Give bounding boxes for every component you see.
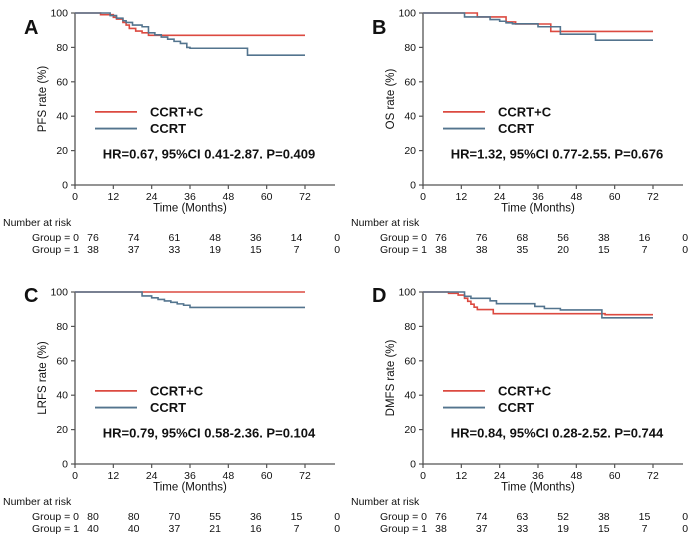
- x-tick-label: 0: [72, 191, 78, 203]
- risk-count: 19: [557, 523, 569, 535]
- risk-count: 76: [435, 232, 447, 244]
- panel-D-svg: [348, 268, 696, 537]
- x-tick-label: 0: [420, 470, 426, 482]
- x-tick-label: 48: [570, 191, 583, 203]
- panel-C-svg: [0, 268, 348, 537]
- x-tick-label: 12: [107, 470, 120, 482]
- risk-count: 74: [475, 511, 488, 523]
- risk-row-label: Group = 0: [380, 511, 427, 523]
- risk-count: 38: [597, 511, 610, 523]
- x-tick-label: 36: [532, 470, 544, 482]
- legend-label-ccrt-plus-c: CCRT+C: [150, 104, 204, 120]
- risk-count: 80: [127, 511, 140, 523]
- y-tick-label: 80: [56, 41, 68, 54]
- risk-count: 40: [87, 523, 99, 535]
- x-tick-label: 12: [455, 470, 468, 482]
- km-curve-ccrt: [423, 13, 653, 40]
- y-tick-label: 20: [56, 424, 68, 437]
- x-tick-label: 0: [72, 470, 78, 482]
- y-tick-label: 20: [56, 145, 68, 158]
- panel-d-dmfs: [348, 268, 696, 537]
- panel-A-svg: [0, 0, 348, 268]
- risk-count: 38: [475, 244, 488, 256]
- legend-label-ccrt: CCRT: [150, 400, 187, 416]
- y-tick-label: 80: [404, 41, 416, 54]
- risk-count: 0: [682, 232, 689, 244]
- panel-label-D: D: [372, 285, 387, 307]
- y-axis-title: PFS rate (%): [37, 65, 49, 133]
- risk-count: 76: [475, 232, 488, 244]
- risk-table-title: Number at risk: [351, 496, 420, 508]
- x-tick-label: 24: [493, 191, 506, 203]
- risk-count: 7: [641, 523, 648, 535]
- x-tick-label: 24: [145, 191, 158, 203]
- x-tick-label: 36: [184, 191, 196, 203]
- risk-count: 0: [334, 244, 341, 256]
- x-tick-label: 72: [299, 191, 311, 203]
- risk-count: 76: [435, 511, 447, 523]
- y-tick-label: 0: [410, 179, 416, 192]
- y-tick-label: 80: [404, 320, 416, 333]
- legend-label-ccrt-plus-c: CCRT+C: [498, 383, 552, 399]
- y-tick-label: 0: [62, 458, 68, 471]
- y-tick-label: 100: [50, 286, 68, 299]
- panel-B-svg: [348, 0, 696, 268]
- hr-annotation: HR=1.32, 95%CI 0.77-2.55. P=0.676: [450, 146, 664, 162]
- y-tick-label: 20: [404, 145, 416, 158]
- risk-count: 38: [435, 244, 447, 256]
- risk-count: 0: [334, 511, 341, 523]
- risk-count: 7: [293, 523, 300, 535]
- risk-count: 33: [516, 523, 529, 535]
- y-tick-label: 0: [410, 458, 416, 471]
- y-tick-label: 60: [404, 355, 416, 368]
- risk-count: 15: [597, 244, 610, 256]
- risk-count: 55: [209, 511, 221, 523]
- x-tick-label: 24: [493, 470, 506, 482]
- risk-count: 76: [87, 232, 99, 244]
- x-tick-label: 72: [647, 191, 659, 203]
- risk-count: 37: [168, 523, 181, 535]
- risk-row-label: Group = 0: [32, 232, 79, 244]
- risk-table-title: Number at risk: [3, 496, 72, 508]
- risk-row-label: Group = 1: [32, 244, 79, 256]
- legend-label-ccrt-plus-c: CCRT+C: [150, 383, 204, 399]
- risk-row-label: Group = 0: [32, 511, 79, 523]
- risk-count: 63: [516, 511, 529, 523]
- panel-c-lrfs: [0, 268, 348, 537]
- risk-count: 56: [557, 232, 569, 244]
- risk-count: 15: [597, 523, 610, 535]
- y-tick-label: 0: [62, 179, 68, 192]
- risk-count: 33: [168, 244, 181, 256]
- risk-count: 52: [557, 511, 569, 523]
- x-axis-title: Time (Months): [153, 481, 227, 494]
- legend-label-ccrt: CCRT: [498, 400, 535, 416]
- risk-count: 16: [249, 523, 262, 535]
- x-tick-label: 60: [608, 470, 621, 482]
- risk-count: 40: [127, 523, 140, 535]
- legend-label-ccrt: CCRT: [498, 121, 535, 137]
- risk-count: 36: [249, 232, 262, 244]
- km-curve-ccrt-plusc: [423, 292, 653, 315]
- risk-count: 74: [127, 232, 140, 244]
- risk-count: 14: [290, 232, 303, 244]
- x-tick-label: 36: [532, 191, 544, 203]
- x-tick-label: 12: [107, 191, 120, 203]
- risk-count: 68: [516, 232, 529, 244]
- hr-annotation: HR=0.84, 95%CI 0.28-2.52. P=0.744: [450, 425, 664, 441]
- risk-count: 16: [638, 232, 651, 244]
- risk-count: 37: [475, 523, 488, 535]
- hr-annotation: HR=0.67, 95%CI 0.41-2.87. P=0.409: [102, 146, 316, 162]
- risk-count: 37: [127, 244, 140, 256]
- risk-row-label: Group = 1: [32, 523, 79, 535]
- risk-count: 0: [682, 244, 689, 256]
- x-tick-label: 0: [420, 191, 426, 203]
- risk-count: 0: [682, 511, 689, 523]
- panel-label-B: B: [372, 17, 387, 39]
- x-tick-label: 72: [299, 470, 311, 482]
- risk-count: 7: [293, 244, 300, 256]
- risk-count: 7: [641, 244, 648, 256]
- y-tick-label: 40: [404, 110, 416, 123]
- risk-count: 70: [168, 511, 181, 523]
- y-tick-label: 60: [404, 76, 416, 89]
- legend-label-ccrt-plus-c: CCRT+C: [498, 104, 552, 120]
- x-tick-label: 60: [260, 191, 273, 203]
- panel-label-A: A: [24, 17, 39, 39]
- y-tick-label: 40: [56, 389, 68, 402]
- y-tick-label: 100: [398, 286, 416, 299]
- x-axis-title: Time (Months): [501, 481, 575, 494]
- risk-count: 36: [249, 511, 262, 523]
- risk-count: 0: [334, 523, 341, 535]
- y-tick-label: 80: [56, 320, 68, 333]
- risk-count: 35: [516, 244, 529, 256]
- km-curve-ccrt-plusc: [423, 13, 653, 31]
- risk-count: 38: [87, 244, 99, 256]
- x-tick-label: 72: [647, 470, 659, 482]
- risk-count: 15: [249, 244, 262, 256]
- panel-label-C: C: [24, 285, 39, 307]
- y-tick-label: 100: [398, 7, 416, 20]
- x-tick-label: 48: [222, 191, 235, 203]
- y-tick-label: 40: [404, 389, 416, 402]
- y-tick-label: 20: [404, 424, 416, 437]
- x-axis-title: Time (Months): [153, 202, 227, 215]
- x-tick-label: 48: [222, 470, 235, 482]
- risk-table-title: Number at risk: [351, 217, 420, 229]
- x-tick-label: 36: [184, 470, 196, 482]
- risk-count: 0: [682, 523, 689, 535]
- risk-count: 61: [168, 232, 181, 244]
- x-tick-label: 48: [570, 470, 583, 482]
- y-axis-title: OS rate (%): [385, 68, 397, 130]
- panel-a-pfs: [0, 0, 348, 268]
- x-tick-label: 60: [608, 191, 621, 203]
- y-axis-title: LRFS rate (%): [37, 341, 49, 415]
- panel-b-os: [348, 0, 696, 268]
- risk-count: 19: [209, 244, 221, 256]
- risk-table-title: Number at risk: [3, 217, 72, 229]
- x-tick-label: 24: [145, 470, 158, 482]
- risk-row-label: Group = 0: [380, 232, 427, 244]
- x-tick-label: 12: [455, 191, 468, 203]
- hr-annotation: HR=0.79, 95%CI 0.58-2.36. P=0.104: [102, 425, 316, 441]
- x-tick-label: 60: [260, 470, 273, 482]
- y-tick-label: 100: [50, 7, 68, 20]
- risk-row-label: Group = 1: [380, 244, 427, 256]
- y-tick-label: 60: [56, 76, 68, 89]
- y-tick-label: 60: [56, 355, 68, 368]
- risk-count: 15: [638, 511, 651, 523]
- risk-count: 0: [334, 232, 341, 244]
- risk-row-label: Group = 1: [380, 523, 427, 535]
- risk-count: 38: [435, 523, 447, 535]
- km-curve-ccrt: [75, 292, 305, 307]
- risk-count: 80: [87, 511, 99, 523]
- risk-count: 48: [209, 232, 221, 244]
- risk-count: 21: [209, 523, 221, 535]
- risk-count: 15: [290, 511, 303, 523]
- x-axis-title: Time (Months): [501, 202, 575, 215]
- risk-count: 38: [597, 232, 610, 244]
- legend-label-ccrt: CCRT: [150, 121, 187, 137]
- y-axis-title: DMFS rate (%): [385, 339, 397, 417]
- km-curve-ccrt: [75, 13, 305, 55]
- risk-count: 20: [557, 244, 569, 256]
- y-tick-label: 40: [56, 110, 68, 123]
